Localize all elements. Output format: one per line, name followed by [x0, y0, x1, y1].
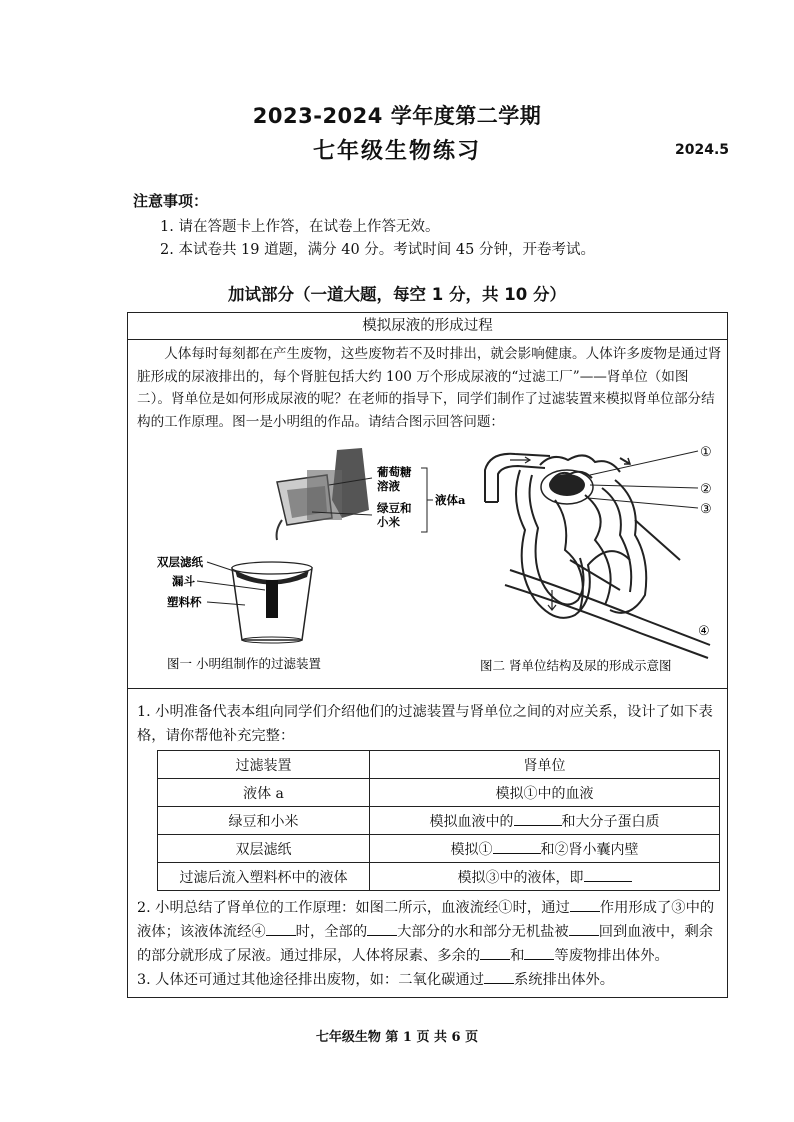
answer-blank[interactable] [493, 839, 541, 854]
box-intro: 人体每时每刻都在产生废物，这些废物若不及时排出，就会影响健康。人体许多废物是通过肾脏形成的尿液排出的，每个肾脏包括大约 100 万个形成尿液的“过滤工厂”——肾单位（如图二）。肾单位是如何形成尿液的呢？在老师的指导下，同学们制作了过滤装置来模拟肾单位部分结构的工作原理。图一是小明组的作品。请结合图示回答问题： [137, 346, 722, 430]
table-row [158, 779, 720, 807]
answer-blank[interactable] [524, 945, 554, 960]
cell-device: 双层滤纸 [158, 835, 370, 863]
answer-blank[interactable] [584, 867, 632, 882]
answer-blank[interactable] [480, 945, 510, 960]
q2-part-f: 和 [510, 948, 525, 964]
label-solution: 溶液 [377, 479, 400, 493]
cell-device: 绿豆和小米 [158, 807, 370, 835]
notice-item-2: 2. 本试卷共 19 道题，满分 40 分。考试时间 45 分钟，开卷考试。 [160, 242, 595, 258]
label-liquid-a: 液体a [435, 493, 466, 507]
cell-part [370, 863, 720, 891]
question-2-text [137, 896, 722, 968]
q2-part-b: 作用形成了③中的液体；该液体流经④ [137, 900, 715, 940]
q2-part-e: 回到血液中，剩余的部分就形成了尿液。通过排尿，人体将尿素、多余的 [137, 924, 714, 964]
answer-blank[interactable] [570, 897, 600, 912]
cell-part [370, 807, 720, 835]
answer-blank[interactable] [367, 921, 397, 936]
page-footer: 七年级生物 第 1 页 共 6 页 [315, 1030, 479, 1045]
q2-part-a: 2. 小明总结了肾单位的工作原理：如图二所示，血液流经①时，通过 [137, 900, 570, 916]
cell-device: 液体 a [158, 779, 370, 807]
marker-1: ① [700, 445, 712, 460]
hand-with-beaker [277, 448, 369, 540]
exam-date: 2024.5 [675, 142, 730, 158]
label-beans: 绿豆和 [377, 501, 412, 515]
figure2-caption: 图二 肾单位结构及尿的形成示意图 [480, 658, 672, 673]
label-cup: 塑料杯 [167, 595, 202, 609]
glomerulus [549, 474, 585, 496]
question-1-text: 1. 小明准备代表本组向同学们介绍他们的过滤装置与肾单位之间的对应关系，设计了如下表格，请你帮他补充完整： [137, 704, 713, 744]
label-millet: 小米 [377, 515, 400, 529]
q2-part-d: 大部分的水和部分无机盐被 [397, 924, 569, 940]
figure1-caption: 图一 小明组制作的过滤装置 [167, 656, 321, 671]
answer-blank[interactable] [266, 921, 296, 936]
nephron-structure [485, 454, 710, 658]
figure2-nephron-diagram [470, 440, 722, 680]
exam-title-subject: 七年级生物练习 [312, 139, 481, 164]
label-glucose: 葡萄糖 [377, 465, 412, 479]
table-header-row [158, 751, 720, 779]
box-divider [127, 688, 728, 689]
label-funnel: 漏斗 [172, 574, 195, 588]
q3-part-b: 系统排出体外。 [514, 972, 615, 988]
cell-part-post: 和大分子蛋白质 [561, 813, 660, 830]
q3-part-a: 3. 人体还可通过其他途径排出废物，如：二氧化碳通过 [137, 972, 485, 988]
table-row [158, 807, 720, 835]
q2-part-g: 等废物排出体外。 [554, 948, 669, 964]
answer-blank[interactable] [569, 921, 599, 936]
label-double-filter: 双层滤纸 [157, 555, 203, 569]
answer-blank[interactable] [484, 969, 514, 984]
table-header-nephron: 肾单位 [370, 751, 720, 779]
question-3-text [137, 968, 722, 992]
figure1-filter-device [137, 440, 467, 680]
notice-item-1: 1. 请在答题卡上作答，在试卷上作答无效。 [160, 219, 440, 235]
box-title: 模拟尿液的形成过程 [127, 312, 728, 340]
plastic-cup-with-funnel [232, 562, 312, 643]
exam-title-term: 2023-2024 学年度第二学期 [252, 104, 542, 128]
q2-part-c: 时，全部的 [295, 924, 368, 940]
cell-part-pre: 模拟③中的液体，即 [457, 869, 584, 886]
answer-blank[interactable] [514, 811, 562, 826]
table-header-device: 过滤装置 [158, 751, 370, 779]
correspondence-table [157, 750, 720, 891]
cell-part: 模拟①中的血液 [370, 779, 720, 807]
marker-3: ③ [700, 502, 712, 517]
section-title: 加试部分（一道大题，每空 1 分，共 10 分） [228, 285, 566, 304]
cell-part-pre: 模拟① [450, 841, 493, 858]
marker-2: ② [700, 482, 712, 497]
cell-part-pre: 模拟血液中的 [429, 813, 514, 830]
cell-part [370, 835, 720, 863]
table-row [158, 863, 720, 891]
table-row [158, 835, 720, 863]
cell-device: 过滤后流入塑料杯中的液体 [158, 863, 370, 891]
marker-4: ④ [698, 624, 710, 639]
notice-heading: 注意事项： [133, 192, 209, 210]
cell-part-post: 和②肾小囊内壁 [540, 841, 639, 858]
